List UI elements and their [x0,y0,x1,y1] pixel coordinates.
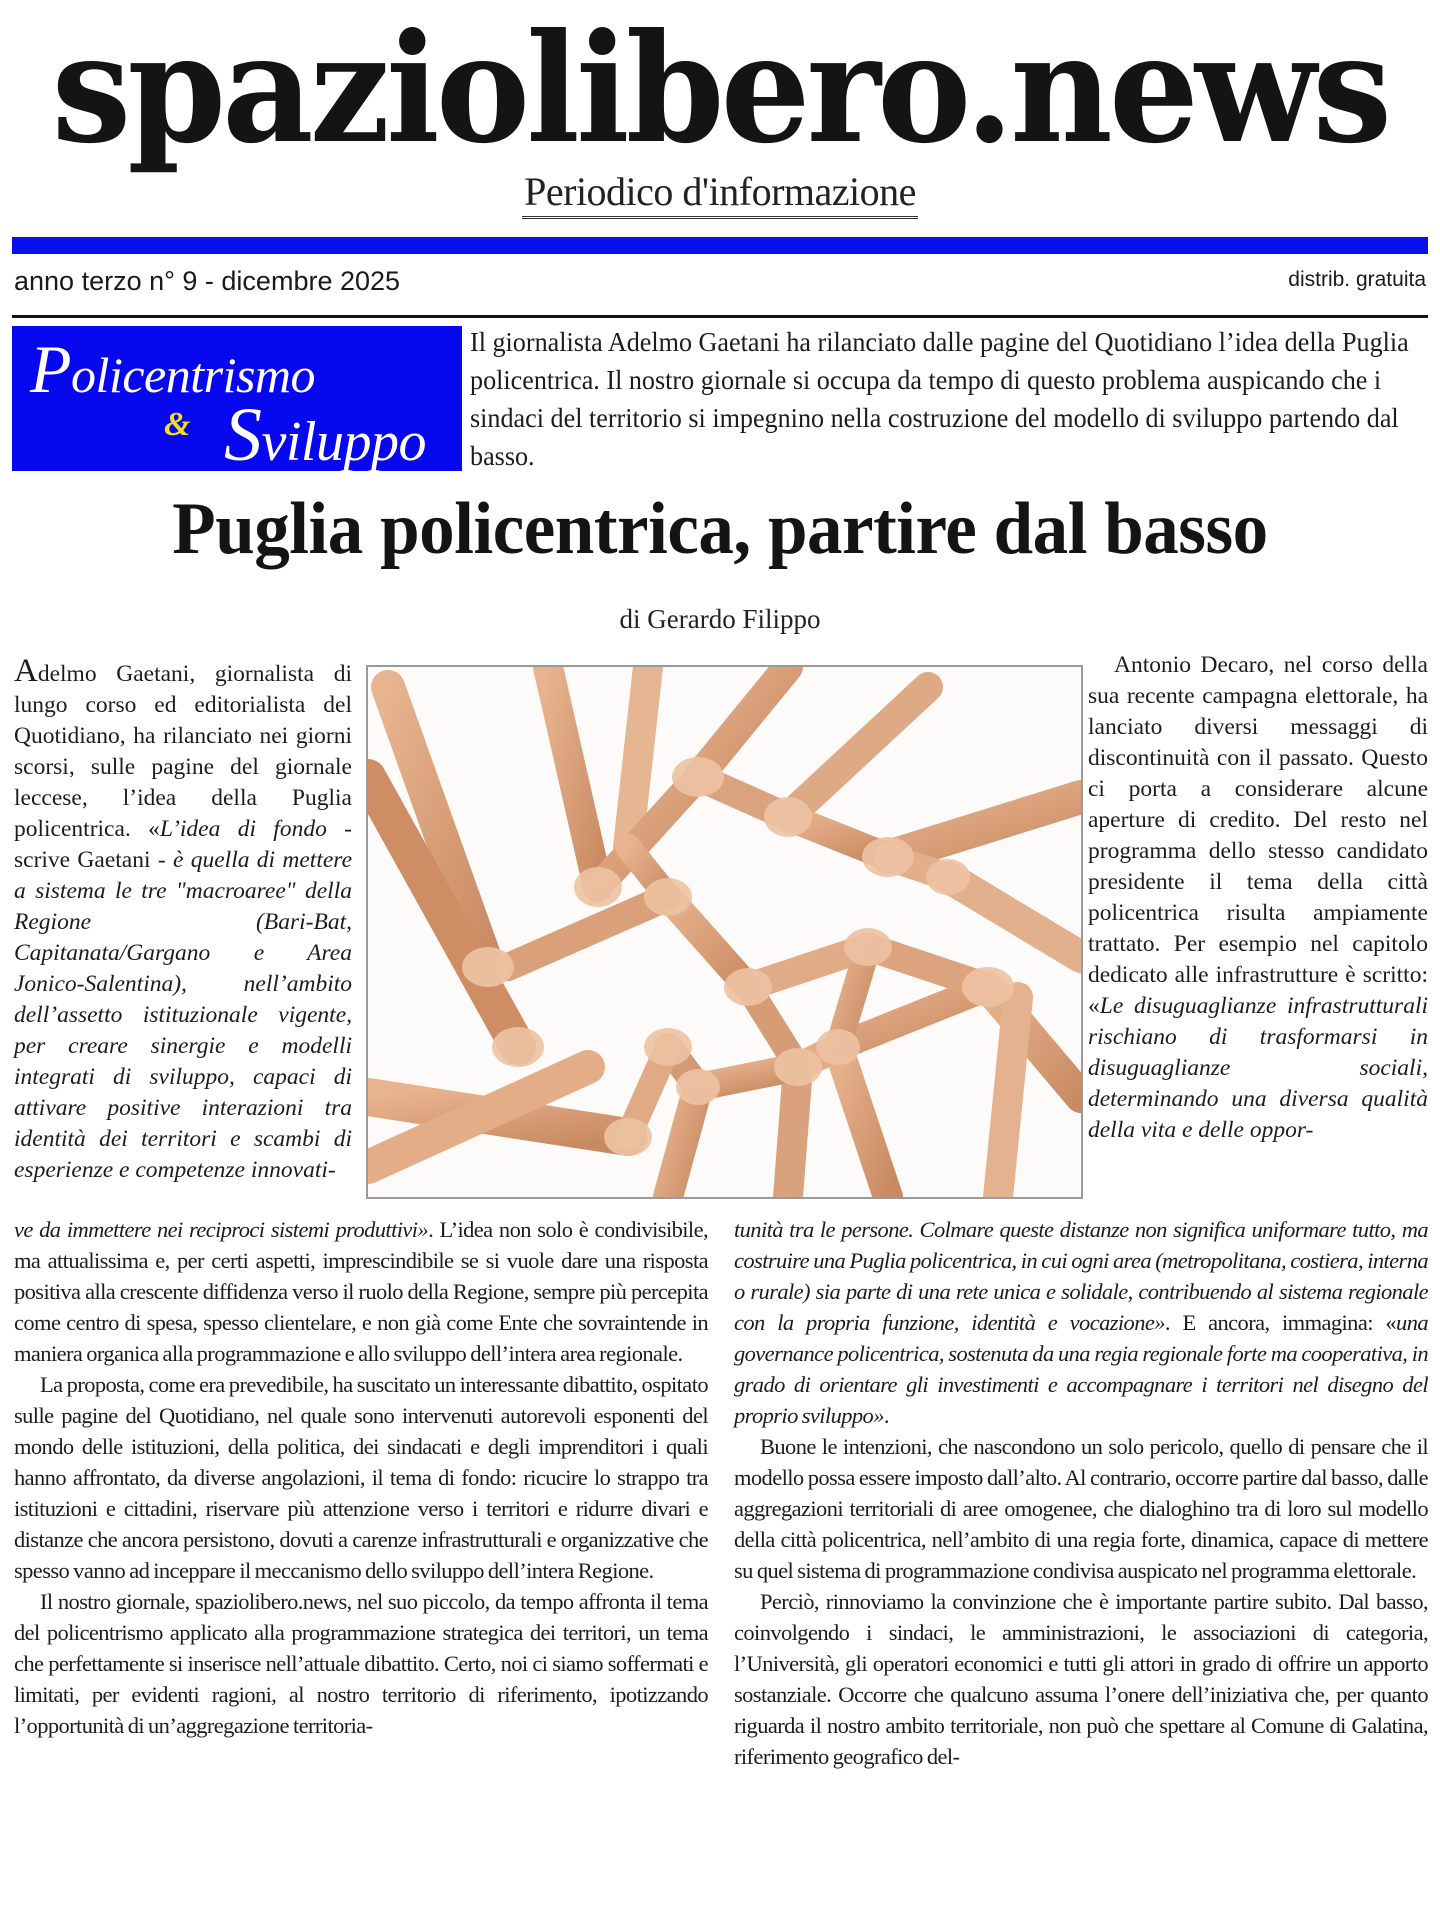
distribution-note: distrib. gratuita [1288,268,1426,291]
article-byline: di Gerardo Filippo [619,604,821,634]
badge-line-2: Sviluppo [224,393,426,477]
badge-line-1: Policentrismo [30,331,316,407]
article-column-right-top: Antonio Decaro, nel corso della sua recente campagna elettorale, ha lanciato diversi messaggi di discontinuità con il passato. Questo ci porta a considerare alcune aperture di credito. Del resto nel programma dello stesso candidato presidente il tema della città policentrica risulta ampiamente trattato. Per esempio nel capitolo dedicato alle infrastrutture è scritto: «Le disuguaglianze infrastrutturali rischiano di trasformarsi in disuguaglianze sociali, determinando una diversa qualità della vita e delle oppor- [1088,652,1428,1143]
article-column-left-bottom: ve da immettere nei reciproci sistemi produttivi». L’idea non solo è condivisibile, ma attualissima e, per certi aspetti, imprescindibile se si vuole dare una risposta positiva alla crescente diffidenza verso il ruolo della Regione, sempre più percepita come centro di spesa, spesso clientelare, e non già come Ente che sovraintende in maniera organica alla programmazione e allo sviluppo dell’intera area regionale. La proposta, come era prevedibile, ha suscitato un interessante dibattito, ospitato sulle pagine del Quotidiano, nel quale sono intervenuti autorevoli esponenti del mondo delle istituzioni, della politica, dei sindacati e degli imprenditori i quali hanno affrontato, da diverse angolazioni, il tema di fondo: ricucire lo strappo tra istituzioni e cittadini, riservare più attenzione verso i territori e ridurre divari e distanze che ancora persistono, dovuti a carenze infrastrutturali e organizzative che spesso vanno ad inceppare il meccanismo dello sviluppo dell’intera Regione. Il nostro giornale, spaziolibero.news, nel suo piccolo, da tempo affronta il tema del policentrismo applicato alla programmazione strategica dei territori, un tema che perfettamente si inserisce nell’attuale dibattito. Certo, noi ci siamo soffermati e limitati, per evidenti ragioni, al nostro territorio di riferimento, ipotizzando l’opportunità di un’aggregazione territoria- [14,1214,708,1741]
article-column-right-bottom: tunità tra le persone. Colmare queste distanze non significa uniformare tutto, ma costruire una Puglia policentrica, in cui ogni area (metropolitana, costiera, interna o rurale) sia parte di una rete unica e solidale, contribuendo al sistema regionale con la propria funzione, identità e vocazione». E ancora, immagina: «una governance policentrica, sostenuta da una regia regionale forte ma cooperativa, in grado di orientare gli investimenti e accompagnare i territori nel disegno del proprio sviluppo». Buone le intenzioni, che nascondono un solo pericolo, quello di pensare che il modello possa essere imposto dall’alto. Al contrario, occorre partire dal basso, dalle aggregazioni territoriali di aree omogenee, che dialoghino tra di loro sul modello della città policentrica, nell’ambito di una regia forte, dinamica, capace di mettere su quel sistema di programmazione condivisa auspicato nel programma elettorale. Perciò, rinnoviamo la convinzione che è importante partire subito. Dal basso, coinvolgendo i sindaci, le amministrazioni, le associazioni di categoria, l’Università, gli operatori economici e tutti gli attori in grado di offrire un apporto sostanziale. Occorre che qualcuno assuma l’onere dell’iniziativa che, per quanto riguarda il nostro ambito territoriale, non può che spettare al Comune di Galatina, riferimento geografico del- [734,1214,1428,1772]
drop-cap: A [14,653,38,689]
badge-ampersand: & [164,406,191,443]
section-badge [12,326,462,477]
linked-hands-photo [366,665,1083,1199]
article-column-left-top: Adelmo Gaetani, giornalista di lungo corso ed editorialista del Quotidiano, ha rilanciato nei giorni scorsi, sulle pagine del giornale leccese, l’idea della Puglia policentrica. «L’idea di fondo - scrive Gaetani - è quella di mettere a sistema le tre "macroaree" della Regione (Bari-Bat, Capitanata/Gargano e Area Jonico-Salentina), nell’ambito dell’assetto istituzionale vigente, per creare sinergie e modelli integrati di sviluppo, capaci di attivare positive interazioni tra identità dei territori e scambi di esperienze e competenze innovati- [14,653,353,1183]
paragraph: Il nostro giornale, spaziolibero.news, nel suo piccolo, da tempo affronta il tema del policentrismo applicato alla programmazione strategica dei territori, un tema che perfettamente si inserisce nell’attuale dibattito. Certo, noi ci siamo soffermati e limitati, per evidenti ragioni, al nostro territorio di riferimento, ipotizzando l’opportunità di un’aggregazione territoria- [14,1589,708,1738]
issue-info: anno terzo n° 9 - dicembre 2025 [14,266,401,296]
masthead-title: spaziolibero.news [51,1,1389,177]
linked-hands-icon [368,667,1081,1197]
masthead-blue-bar [12,237,1428,254]
paragraph: Perciò, rinnoviamo la convinzione che è importante partire subito. Dal basso, coinvolgendo i sindaci, le amministrazioni, le associazioni di categoria, l’Università, gli operatori economici e tutti gli attori in grado di offrire un apporto sostanziale. Occorre che qualcuno assuma l’onere dell’iniziativa che, per quanto riguarda il nostro ambito territoriale, non può che spettare al Comune di Galatina, riferimento geografico del- [734,1589,1428,1769]
article-headline: Puglia policentrica, partire dal basso [172,488,1268,570]
paragraph: Buone le intenzioni, che nascondono un solo pericolo, quello di pensare che il modello possa essere imposto dall’alto. Al contrario, occorre partire dal basso, dalle aggregazioni territoriali di aree omogenee, che dialoghino tra di loro sul modello della città policentrica, nell’ambito di una regia forte, dinamica, capace di mettere su quel sistema di programmazione condivisa auspicato nel programma elettorale. [734,1434,1428,1583]
masthead-subtitle: Periodico d'informazione [0,168,1440,215]
standfirst: Il giornalista Adelmo Gaetani ha rilanciato dalle pagine del Quotidiano l’idea della Puglia policentrica. Il nostro giornale si occupa da tempo di questo problema auspicando che i sindaci del territorio si impegnino nella costruzione del modello di sviluppo partendo dal basso. [470,326,1409,471]
paragraph: La proposta, come era prevedibile, ha suscitato un interessante dibattito, ospitato sulle pagine del Quotidiano, nel quale sono intervenuti autorevoli esponenti del mondo delle istituzioni, della politica, dei sindacati e degli imprenditori i quali hanno affrontato, da diverse angolazioni, il tema di fondo: ricucire lo strappo tra istituzioni e cittadini, riservare più attenzione verso i territori e ridurre divari e distanze che ancora persistono, dovuti a carenze infrastrutturali e organizzative che spesso vanno ad inceppare il meccanismo dello sviluppo dell’intera Regione. [14,1372,708,1583]
header-divider [12,315,1428,318]
